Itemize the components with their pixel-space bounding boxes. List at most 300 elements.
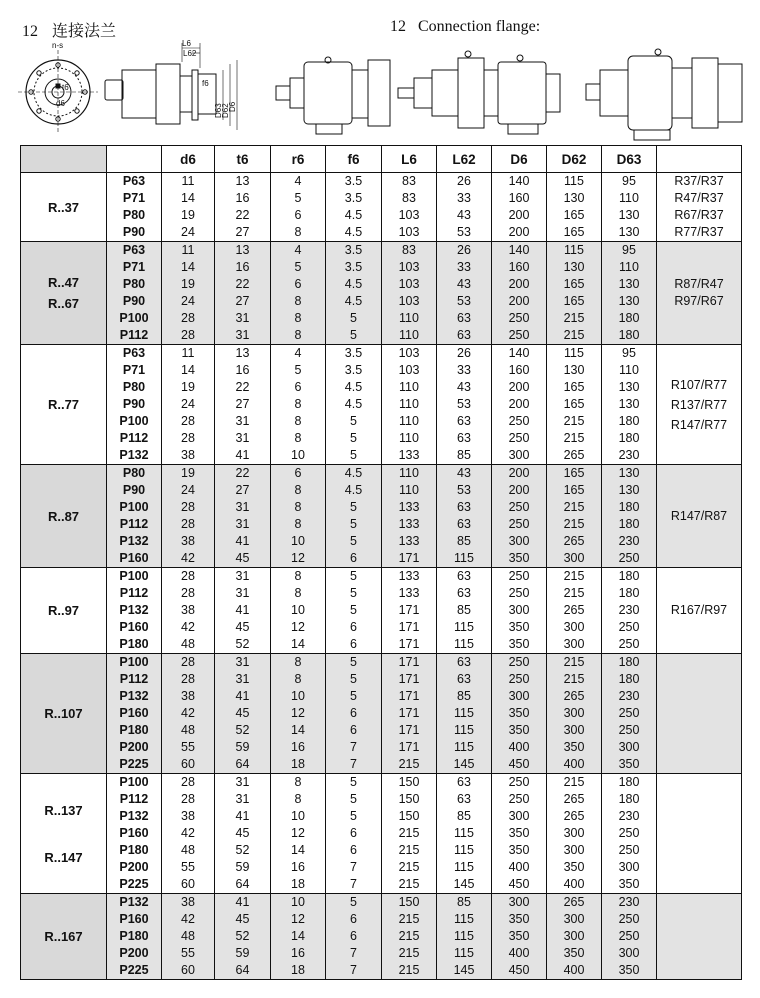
- dimension-cell: 133: [382, 568, 437, 586]
- dimension-cell: 350: [492, 928, 547, 945]
- flange-size-cell: P132: [107, 894, 162, 912]
- dimension-cell: 38: [162, 808, 215, 825]
- dimension-cell: 171: [382, 705, 437, 722]
- dimension-cell: 5: [326, 533, 382, 550]
- header-cell: f6: [326, 146, 382, 173]
- table-row: [21, 859, 742, 876]
- dimension-cell: 200: [492, 207, 547, 224]
- dimension-cell: 300: [492, 447, 547, 465]
- dimension-cell: 11: [162, 173, 215, 191]
- dimension-cell: 115: [437, 550, 492, 568]
- dimension-cell: 350: [602, 962, 657, 980]
- table-row: [21, 362, 742, 379]
- dimension-cell: 28: [162, 516, 215, 533]
- compatible-model: R47/R37: [674, 191, 724, 205]
- dimension-cell: 12: [271, 911, 326, 928]
- dimension-cell: 300: [492, 808, 547, 825]
- dimension-cell: 150: [382, 894, 437, 912]
- table-row: [21, 842, 742, 859]
- dimension-cell: 8: [271, 413, 326, 430]
- flange-size-cell: P90: [107, 482, 162, 499]
- dimension-cell: 22: [215, 276, 271, 293]
- dimension-cell: 115: [437, 842, 492, 859]
- dimension-cell: 180: [602, 791, 657, 808]
- compatible-model: R167/R97: [670, 603, 728, 617]
- dimension-cell: 19: [162, 207, 215, 224]
- header-cell: [657, 146, 742, 173]
- flange-size-cell: P100: [107, 310, 162, 327]
- dimension-cell: 300: [547, 550, 602, 568]
- dimension-cell: 130: [602, 465, 657, 483]
- dimension-cell: 28: [162, 568, 215, 586]
- table-row: [21, 654, 742, 672]
- table-row: [21, 962, 742, 980]
- dimension-cell: 171: [382, 739, 437, 756]
- reducer-model-cell: [21, 465, 107, 568]
- dimension-cell: 10: [271, 688, 326, 705]
- dimension-cell: 8: [271, 568, 326, 586]
- dimension-cell: 31: [215, 413, 271, 430]
- dimension-cell: 42: [162, 705, 215, 722]
- dimension-cell: 250: [492, 585, 547, 602]
- table-row: [21, 482, 742, 499]
- table-row: [21, 739, 742, 756]
- dimension-cell: 33: [437, 190, 492, 207]
- flange-size-cell: P180: [107, 722, 162, 739]
- dimension-cell: 5: [326, 447, 382, 465]
- table-row: [21, 379, 742, 396]
- table-row: [21, 259, 742, 276]
- dimension-cell: 115: [437, 928, 492, 945]
- flange-size-cell: P132: [107, 447, 162, 465]
- table-row: [21, 533, 742, 550]
- dimension-cell: 31: [215, 310, 271, 327]
- dimension-cell: 130: [602, 293, 657, 310]
- dimension-cell: 350: [547, 859, 602, 876]
- dimension-cell: 350: [492, 842, 547, 859]
- dimension-cell: 250: [492, 568, 547, 586]
- dimension-cell: 215: [547, 671, 602, 688]
- reducer-model-name: R..97: [47, 603, 80, 618]
- flange-size-cell: P80: [107, 465, 162, 483]
- dimension-cell: 8: [271, 310, 326, 327]
- dimension-cell: 250: [602, 705, 657, 722]
- reducer-group: [21, 465, 742, 568]
- flange-size-cell: P225: [107, 756, 162, 774]
- table-row: [21, 242, 742, 260]
- compatible-model: R147/R77: [670, 417, 728, 432]
- table-row: [21, 688, 742, 705]
- flange-size-cell: P71: [107, 362, 162, 379]
- dimension-cell: 45: [215, 825, 271, 842]
- dimension-cell: 8: [271, 430, 326, 447]
- dimension-cell: 400: [492, 945, 547, 962]
- table-header-row: [21, 146, 742, 173]
- dimension-cell: 4.5: [326, 396, 382, 413]
- flange-size-cell: P112: [107, 327, 162, 345]
- dimension-cell: 300: [547, 722, 602, 739]
- header-cell: [21, 146, 107, 173]
- dimension-cell: 41: [215, 808, 271, 825]
- dimension-cell: 5: [326, 516, 382, 533]
- dimension-cell: 133: [382, 516, 437, 533]
- table-row: [21, 568, 742, 586]
- dimension-cell: 10: [271, 602, 326, 619]
- flange-size-cell: P112: [107, 791, 162, 808]
- compatible-model: R147/R87: [670, 508, 728, 523]
- dimension-cell: 16: [271, 945, 326, 962]
- flange-size-cell: P80: [107, 379, 162, 396]
- dimension-cell: 250: [602, 636, 657, 654]
- table-row: [21, 894, 742, 912]
- dimension-cell: 140: [492, 242, 547, 260]
- dimension-cell: 215: [382, 945, 437, 962]
- dimension-cell: 5: [326, 688, 382, 705]
- dimension-cell: 31: [215, 499, 271, 516]
- header-cell: t6: [215, 146, 271, 173]
- dimension-cell: 130: [602, 207, 657, 224]
- reducer-model-name: R..107: [44, 706, 83, 721]
- dimension-cell: 27: [215, 396, 271, 413]
- dimension-cell: 110: [382, 413, 437, 430]
- dimension-cell: 133: [382, 447, 437, 465]
- table-row: [21, 499, 742, 516]
- flange-size-cell: P100: [107, 499, 162, 516]
- dimension-cell: 180: [602, 568, 657, 586]
- dimension-cell: 41: [215, 688, 271, 705]
- dimension-cell: 52: [215, 636, 271, 654]
- dimension-cell: 215: [382, 962, 437, 980]
- dimension-cell: 63: [437, 774, 492, 792]
- dimension-cell: 41: [215, 894, 271, 912]
- reducer-model-name: R..87: [47, 508, 80, 524]
- header-cell: L6: [382, 146, 437, 173]
- flange-size-cell: P80: [107, 276, 162, 293]
- compatible-models-cell: [657, 465, 742, 568]
- dimension-cell: 115: [547, 173, 602, 191]
- table-row: [21, 465, 742, 483]
- dimension-cell: 200: [492, 276, 547, 293]
- dimension-cell: 110: [382, 465, 437, 483]
- dimension-cell: 8: [271, 516, 326, 533]
- table-row: [21, 602, 742, 619]
- reducer-model-name: R..77: [47, 397, 80, 412]
- fig-label-d63: D63: [214, 103, 223, 118]
- dimension-cell: 180: [602, 327, 657, 345]
- dimension-cell: 26: [437, 173, 492, 191]
- dimension-cell: 8: [271, 482, 326, 499]
- dimension-cell: 10: [271, 894, 326, 912]
- dimension-cell: 250: [492, 671, 547, 688]
- dimension-cell: 130: [602, 224, 657, 242]
- fig-label-d6-outer: D6: [228, 101, 237, 112]
- dimension-cell: 215: [382, 859, 437, 876]
- dimension-cell: 180: [602, 516, 657, 533]
- dimension-cell: 53: [437, 224, 492, 242]
- flange-size-cell: P80: [107, 207, 162, 224]
- dimension-cell: 103: [382, 345, 437, 363]
- flange-size-cell: P132: [107, 602, 162, 619]
- dimension-cell: 130: [547, 259, 602, 276]
- dimension-cell: 31: [215, 671, 271, 688]
- fig-label-f6: f6: [202, 79, 209, 88]
- header-cell: D62: [547, 146, 602, 173]
- dimension-cell: 16: [215, 190, 271, 207]
- reducer-model-name: R..167: [44, 929, 83, 944]
- dimension-cell: 63: [437, 568, 492, 586]
- dimension-cell: 60: [162, 962, 215, 980]
- dimension-cell: 24: [162, 396, 215, 413]
- dimension-cell: 150: [382, 808, 437, 825]
- dimension-cell: 63: [437, 516, 492, 533]
- dimension-cell: 115: [437, 636, 492, 654]
- reducer-group: [21, 654, 742, 774]
- flange-size-cell: P160: [107, 619, 162, 636]
- chinese-heading: [22, 18, 116, 41]
- dimension-cell: 41: [215, 602, 271, 619]
- dimension-cell: 85: [437, 602, 492, 619]
- flange-dimension-table: [20, 145, 742, 980]
- dimension-cell: 12: [271, 705, 326, 722]
- dimension-cell: 140: [492, 173, 547, 191]
- dimension-cell: 28: [162, 310, 215, 327]
- flange-front-view: [18, 50, 98, 134]
- dimension-cell: 31: [215, 774, 271, 792]
- dimension-cell: 200: [492, 224, 547, 242]
- dimension-cell: 215: [547, 585, 602, 602]
- table-row: [21, 447, 742, 465]
- dimension-cell: 7: [326, 756, 382, 774]
- dimension-cell: 400: [547, 756, 602, 774]
- flange-size-cell: P112: [107, 671, 162, 688]
- flange-size-cell: P180: [107, 636, 162, 654]
- reducer-model-cell: [21, 654, 107, 774]
- dimension-cell: 6: [271, 465, 326, 483]
- flange-size-cell: P132: [107, 808, 162, 825]
- dimension-cell: 110: [382, 327, 437, 345]
- dimension-cell: 5: [271, 259, 326, 276]
- dimension-cell: 171: [382, 722, 437, 739]
- dimension-cell: 200: [492, 379, 547, 396]
- dimension-cell: 171: [382, 619, 437, 636]
- dimension-cell: 19: [162, 379, 215, 396]
- dimension-cell: 85: [437, 894, 492, 912]
- dimension-cell: 115: [437, 911, 492, 928]
- flange-size-cell: P112: [107, 430, 162, 447]
- dimension-cell: 171: [382, 688, 437, 705]
- dimension-cell: 31: [215, 430, 271, 447]
- section-number-en: 12: [390, 18, 406, 35]
- dimension-cell: 133: [382, 499, 437, 516]
- flange-size-cell: P100: [107, 654, 162, 672]
- dimension-cell: 115: [437, 945, 492, 962]
- dimension-cell: 63: [437, 671, 492, 688]
- dimension-cell: 6: [326, 911, 382, 928]
- header-cell: D63: [602, 146, 657, 173]
- dimension-cell: 6: [326, 722, 382, 739]
- dimension-cell: 8: [271, 774, 326, 792]
- dimension-cell: 43: [437, 276, 492, 293]
- dimension-cell: 16: [215, 362, 271, 379]
- dimension-cell: 8: [271, 791, 326, 808]
- reducer-group: [21, 345, 742, 465]
- dimension-cell: 63: [437, 310, 492, 327]
- compatible-model: R97/R67: [674, 294, 724, 308]
- dimension-cell: 11: [162, 242, 215, 260]
- flange-size-cell: P225: [107, 962, 162, 980]
- dimension-cell: 42: [162, 825, 215, 842]
- dimension-cell: 250: [492, 499, 547, 516]
- dimension-cell: 145: [437, 962, 492, 980]
- dimension-cell: 6: [271, 379, 326, 396]
- dimension-cell: 12: [271, 825, 326, 842]
- compatible-models-cell: [657, 345, 742, 465]
- dimension-cell: 7: [326, 876, 382, 894]
- dimension-cell: 53: [437, 482, 492, 499]
- dimension-cell: 110: [602, 259, 657, 276]
- dimension-cell: 400: [547, 876, 602, 894]
- dimension-cell: 19: [162, 276, 215, 293]
- dimension-cell: 300: [492, 688, 547, 705]
- dimension-cell: 5: [326, 585, 382, 602]
- dimension-cell: 5: [326, 791, 382, 808]
- flange-size-cell: P200: [107, 739, 162, 756]
- dimension-cell: 265: [547, 533, 602, 550]
- dimension-cell: 41: [215, 533, 271, 550]
- dimension-cell: 165: [547, 379, 602, 396]
- dimension-cell: 95: [602, 173, 657, 191]
- dimension-cell: 215: [382, 876, 437, 894]
- dimension-cell: 48: [162, 636, 215, 654]
- dimension-cell: 22: [215, 379, 271, 396]
- dimension-cell: 13: [215, 242, 271, 260]
- dimension-cell: 59: [215, 945, 271, 962]
- dimension-cell: 26: [437, 345, 492, 363]
- dimension-cell: 24: [162, 293, 215, 310]
- reducer-model-cell: [21, 345, 107, 465]
- dimension-cell: 350: [492, 705, 547, 722]
- dimension-cell: 130: [602, 482, 657, 499]
- flange-size-cell: P200: [107, 945, 162, 962]
- flange-size-cell: P90: [107, 293, 162, 310]
- dimension-cell: 28: [162, 430, 215, 447]
- dimension-cell: 400: [547, 962, 602, 980]
- dimension-cell: 300: [492, 602, 547, 619]
- flange-size-cell: P112: [107, 585, 162, 602]
- dimension-cell: 28: [162, 499, 215, 516]
- dimension-cell: 215: [547, 516, 602, 533]
- table-row: [21, 345, 742, 363]
- dimension-cell: 110: [382, 482, 437, 499]
- dimension-cell: 230: [602, 447, 657, 465]
- fig-label-ns: n-s: [52, 41, 64, 50]
- dimension-cell: 230: [602, 688, 657, 705]
- dimension-cell: 38: [162, 688, 215, 705]
- table-row: [21, 224, 742, 242]
- dimension-cell: 14: [162, 259, 215, 276]
- dimension-cell: 215: [382, 825, 437, 842]
- dimension-cell: 250: [492, 310, 547, 327]
- dimension-cell: 450: [492, 962, 547, 980]
- dimension-cell: 200: [492, 293, 547, 310]
- dimension-cell: 5: [326, 413, 382, 430]
- dimension-cell: 215: [547, 499, 602, 516]
- dimension-cell: 28: [162, 654, 215, 672]
- dimension-cell: 8: [271, 293, 326, 310]
- reducer-model-name: R..37: [47, 199, 80, 215]
- dimension-cell: 52: [215, 842, 271, 859]
- dimension-cell: 43: [437, 465, 492, 483]
- dimension-cell: 350: [492, 722, 547, 739]
- dimension-cell: 300: [492, 533, 547, 550]
- table-row: [21, 876, 742, 894]
- reducer-model-name: R..67: [47, 296, 80, 311]
- dimension-cell: 63: [437, 585, 492, 602]
- dimension-cell: 250: [602, 619, 657, 636]
- dimension-cell: 55: [162, 859, 215, 876]
- fig-label-d6: d6: [56, 99, 65, 108]
- dimension-cell: 63: [437, 430, 492, 447]
- dimension-cell: 3.5: [326, 345, 382, 363]
- dimension-cell: 31: [215, 516, 271, 533]
- dimension-cell: 130: [602, 379, 657, 396]
- flange-drawings: [18, 40, 748, 144]
- dimension-cell: 5: [271, 190, 326, 207]
- dimension-cell: 5: [326, 499, 382, 516]
- dimension-cell: 215: [547, 413, 602, 430]
- dimension-cell: 215: [382, 928, 437, 945]
- reducer-model-cell: [21, 173, 107, 242]
- table-row: [21, 705, 742, 722]
- dimension-cell: 43: [437, 379, 492, 396]
- dimension-cell: 215: [547, 310, 602, 327]
- dimension-cell: 18: [271, 756, 326, 774]
- dimension-cell: 8: [271, 396, 326, 413]
- compatible-models-cell: [657, 774, 742, 894]
- dimension-cell: 5: [326, 327, 382, 345]
- dimension-cell: 14: [162, 190, 215, 207]
- dimension-cell: 45: [215, 550, 271, 568]
- dimension-cell: 165: [547, 224, 602, 242]
- dimension-cell: 350: [602, 756, 657, 774]
- dimension-cell: 42: [162, 550, 215, 568]
- dimension-cell: 5: [326, 430, 382, 447]
- dimension-cell: 300: [602, 945, 657, 962]
- dimension-cell: 115: [437, 739, 492, 756]
- dimension-cell: 27: [215, 224, 271, 242]
- dimension-cell: 165: [547, 276, 602, 293]
- table-row: [21, 825, 742, 842]
- table-row: [21, 945, 742, 962]
- dimension-cell: 22: [215, 207, 271, 224]
- dimension-cell: 160: [492, 259, 547, 276]
- dimension-cell: 45: [215, 705, 271, 722]
- section-number-cn: 12: [22, 23, 38, 40]
- dimension-cell: 12: [271, 619, 326, 636]
- dimension-cell: 53: [437, 396, 492, 413]
- flange-size-cell: P100: [107, 774, 162, 792]
- header-cell: D6: [492, 146, 547, 173]
- flange-size-cell: P71: [107, 190, 162, 207]
- compatible-models-cell: [657, 568, 742, 654]
- table-row: [21, 516, 742, 533]
- compatible-model: R137/R77: [670, 397, 728, 412]
- reducer-group: [21, 242, 742, 345]
- table-row: [21, 207, 742, 224]
- dimension-cell: 28: [162, 791, 215, 808]
- dimension-cell: 300: [492, 894, 547, 912]
- table-row: [21, 550, 742, 568]
